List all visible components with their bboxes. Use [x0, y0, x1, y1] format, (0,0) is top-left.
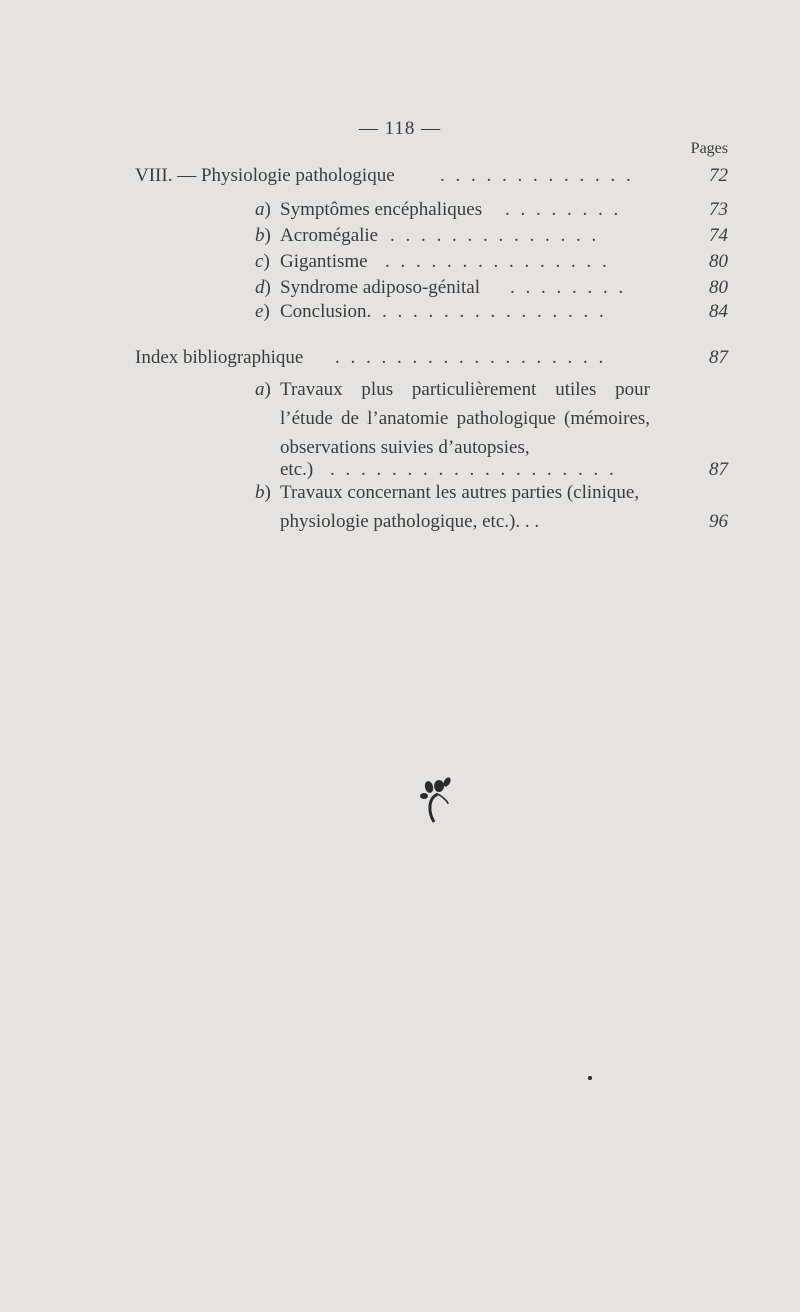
- toc-entry-label: Syndrome adiposo-génital: [280, 277, 480, 298]
- toc-entry-a: a) Symptômes encéphaliques . . . . . . . . 73: [0, 196, 800, 224]
- toc-entry-label: VIII. — Physiologie pathologique: [135, 165, 395, 186]
- toc-entry-label: Symptômes encéphaliques: [280, 199, 483, 220]
- toc-entry-marker: a: [255, 199, 265, 220]
- toc-entry-travaux-utiles: [280, 375, 650, 462]
- toc-entry-label: Acromégalie: [280, 225, 379, 246]
- toc-leader-dots: . . . . . . . . . . . . . . . . . . .: [330, 459, 617, 480]
- toc-leader-dots: . . . . . . . .: [505, 199, 622, 220]
- toc-entry-label: Index bibliographique: [135, 347, 304, 368]
- toc-leader-dots: . . . . . . . . . . . . . . .: [382, 301, 607, 322]
- toc-leader-dots: . . . . . . . . . . . . . .: [390, 225, 600, 246]
- toc-entry-d: d) Syndrome adiposo-génital . . . . . . . . 80: [0, 274, 800, 302]
- toc-entry-page: 72: [709, 165, 728, 186]
- toc-leader-dots: . . . . . . . . . . . . .: [440, 165, 634, 186]
- toc-entry-marker: d: [255, 277, 265, 298]
- toc-entry-marker: b: [255, 482, 265, 503]
- toc-entry-page: 87: [709, 347, 728, 368]
- toc-entry-marker: e: [255, 301, 264, 322]
- book-page: — 118 — Pages VIII. — Physiologie pathologique . . . . . . . . . . . . . 72 a) Symptômes encéphaliques . . . . . . . . 73 b) Acromégalie . . . . . . . . . . . . . . 74 c) Gigantisme . . . . . . . . . . . . . . . 80 d) Syndrome adiposo-génital . . . . . . . . 80 e) Conclusion. . . . . . . . . . . . . . . . 84 Index bibliographique . . . . . . . . . . . . . . . . . . 87 a) Travaux plus particulièrement utiles pour l’étude de l’anatomie pathologique (mémoires, observations suivies d’autopsies, etc.) . . . . . . . . . . . . . . . . . . . 87 b) Travaux concernant les autres parties (clinique, physiologie pathologique, etc.). . . 96: [0, 0, 800, 1312]
- toc-entry-c: c) Gigantisme . . . . . . . . . . . . . . . 80: [0, 248, 800, 276]
- toc-entry-page: 80: [709, 251, 728, 272]
- toc-entry-page: 96: [709, 511, 728, 532]
- toc-entry-page: 84: [709, 301, 728, 322]
- toc-entry-marker: c: [255, 251, 264, 272]
- toc-entry-page: 74: [709, 225, 728, 246]
- toc-entry-index: [0, 344, 800, 372]
- toc-leader-dots: . . . . . . . . . . . . . . . . . .: [335, 347, 607, 368]
- toc-entry-e: e) Conclusion. . . . . . . . . . . . . . . . 84: [0, 298, 800, 326]
- toc-entry-b: b) Acromégalie . . . . . . . . . . . . . . 74: [0, 222, 800, 250]
- toc-entry-viii: [0, 162, 800, 190]
- toc-entry-label: Gigantisme: [280, 251, 368, 272]
- toc-entry-page: 73: [709, 199, 728, 220]
- toc-entry-marker: a: [255, 379, 265, 400]
- toc-entry-label: Conclusion.: [280, 301, 372, 322]
- toc-entry-page: 87: [709, 459, 728, 480]
- toc-entry-label-end: etc.): [280, 459, 314, 480]
- toc-entry-label: Travaux concernant les autres parties (clinique, physiologie pathologique, etc.). . .: [280, 482, 640, 532]
- pages-column-label: Pages: [690, 140, 728, 157]
- toc-leader-dots: . . . . . . . .: [510, 277, 627, 298]
- floral-ornament-icon: [420, 776, 456, 832]
- toc-entry-marker: b: [255, 225, 265, 246]
- ink-speck: [588, 1076, 592, 1080]
- toc-leader-dots: . . . . . . . . . . . . . . .: [385, 251, 610, 272]
- page-number: — 118 —: [358, 118, 442, 139]
- toc-entry-page: 80: [709, 277, 728, 298]
- toc-entry-label: Travaux plus particulièrement utiles pour l’étude de l’anatomie pathologique (mémoires, observations suivies d’autopsies,: [280, 379, 650, 458]
